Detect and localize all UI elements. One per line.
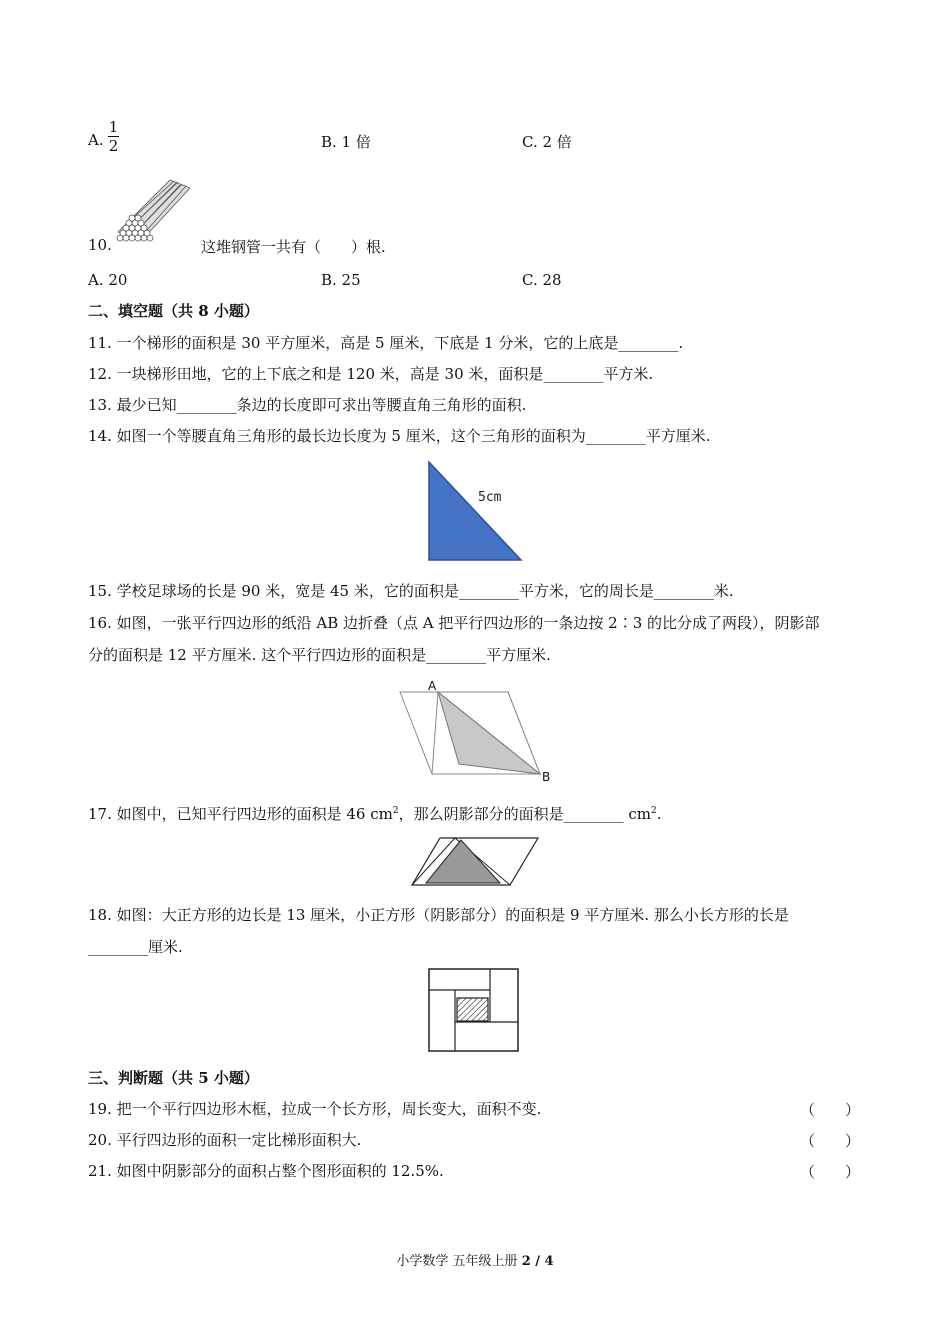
question-12: 12. 一块梯形田地，它的上下底之和是 120 米，高是 30 米，面积是________平方米. [88, 365, 654, 383]
question-17 [88, 801, 662, 824]
section-2-title: 二、填空题（共 8 小题） [88, 302, 259, 320]
page-footer [0, 1250, 950, 1269]
q9-option-b: B. 1 倍 [321, 133, 371, 151]
point-b-label: B [542, 770, 551, 783]
question-18-line2: ________厘米. [88, 938, 183, 956]
q18-squares-figure [428, 968, 520, 1054]
q17-parallelogram-figure [410, 836, 540, 888]
question-14: 14. 如图一个等腰直角三角形的最长边长度为 5 厘米，这个三角形的面积为________平方厘米. [88, 427, 711, 445]
q10-option-b: B. 25 [321, 271, 361, 289]
point-a-label: A [428, 679, 437, 693]
steel-pipe-pile-icon [114, 176, 194, 246]
q17-suffix: . [656, 805, 662, 823]
shaded-small-square [457, 998, 488, 1021]
fraction-denominator: 2 [108, 137, 119, 155]
q17-middle: ，那么阴影部分的面积是________ cm [398, 805, 652, 823]
q10-option-c: C. 28 [522, 271, 562, 289]
q14-right-triangle-figure [426, 459, 526, 565]
q17-prefix: 17. 如图中，已知平行四边形的面积是 46 cm [88, 805, 393, 823]
question-13: 13. 最少已知________条边的长度即可求出等腰直角三角形的面积. [88, 396, 527, 414]
q19-answer-brackets[interactable]: （ ） [800, 1101, 861, 1119]
q10-option-a: A. 20 [88, 271, 128, 289]
q9-option-a-label: A. [88, 131, 104, 149]
q10-text: 这堆钢管一共有（ ）根. [201, 238, 386, 256]
fraction-numerator: 1 [108, 118, 119, 136]
question-16-line2: 分的面积是 12 平方厘米. 这个平行四边形的面积是________平方厘米. [88, 646, 551, 664]
q17-superscript-2: 2 [651, 806, 657, 816]
q20-answer-brackets[interactable]: （ ） [800, 1132, 861, 1150]
q10-number: 10. [88, 236, 112, 254]
q9-option-c: C. 2 倍 [522, 133, 572, 151]
footer-text: 小学数学 五年级上册 [396, 1254, 522, 1269]
question-20: 20. 平行四边形的面积一定比梯形面积大. [88, 1131, 362, 1149]
q16-folded-parallelogram-figure [396, 678, 556, 783]
question-16-line1: 16. 如图，一张平行四边形的纸沿 AB 边折叠（点 A 把平行四边形的一条边按 2∶3 的比分成了两段），阴影部 [88, 614, 820, 632]
q17-superscript-1: 2 [392, 806, 399, 816]
question-15: 15. 学校足球场的长是 90 米，宽是 45 米，它的面积是________平方米，它的周长是________米. [88, 582, 734, 600]
section-3-title: 三、判断题（共 5 小题） [88, 1069, 259, 1087]
question-21: 21. 如图中阴影部分的面积占整个图形面积的 12.5%. [88, 1162, 444, 1180]
question-19: 19. 把一个平行四边形木框，拉成一个长方形，周长变大，面积不变. [88, 1100, 542, 1118]
page-number: 2 / 4 [521, 1254, 554, 1269]
q21-answer-brackets[interactable]: （ ） [800, 1163, 861, 1181]
question-18-line1: 18. 如图：大正方形的边长是 13 厘米，小正方形（阴影部分）的面积是 9 平方厘米. 那么小长方形的长是 [88, 906, 789, 924]
q14-hypotenuse-label: 5cm [478, 490, 502, 505]
question-11: 11. 一个梯形的面积是 30 平方厘米，高是 5 厘米，下底是 1 分米，它的上底是________. [88, 334, 684, 352]
q9-option-a-fraction [108, 119, 119, 154]
